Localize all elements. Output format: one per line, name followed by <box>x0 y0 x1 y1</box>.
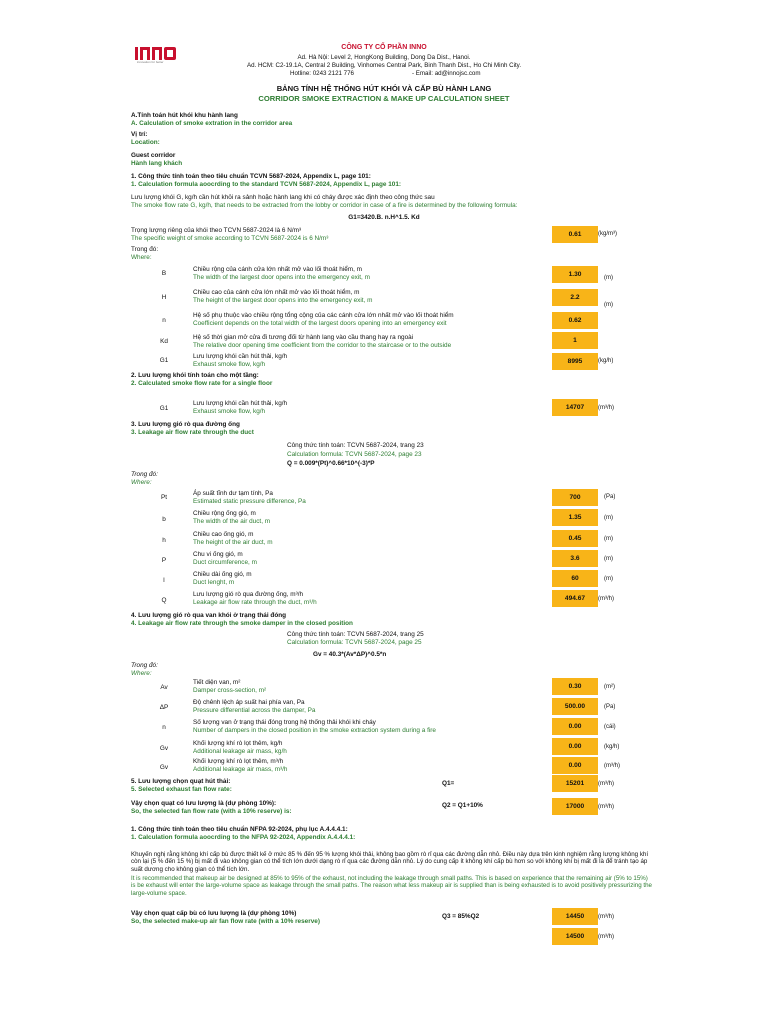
s1-row-value[interactable]: 1 <box>552 332 598 349</box>
s4-row-unit: (Pa) <box>604 704 616 710</box>
b1-heading-en: 1. Calculation formula aoocrding to the NFPA 92-2024, Appendix A.4.4.4.1: <box>131 834 356 841</box>
email: - Email: ad@innojsc.com <box>412 70 481 77</box>
s1-row-desc-en: Exhaust smoke flow, kg/h <box>193 361 266 368</box>
s5-select-en: So, the selected fan flow rate (with a 10% reserve) is: <box>131 808 292 815</box>
s4-row-symbol: ΔP <box>159 704 169 711</box>
s3-where-en: Where: <box>131 479 152 486</box>
s3-row-desc-en: Duct circumference, m <box>193 559 257 566</box>
s4-heading-vi: 4. Lưu lượng gió rò qua van khói ở trạng thái đóng <box>131 612 287 619</box>
hotline: Hotline: 0243 2121 776 <box>290 70 354 77</box>
b1-select-vi: Vậy chọn quạt cấp bù có lưu lượng là (dự phòng 10%) <box>131 910 297 917</box>
guest-corridor-vi: Hành lang khách <box>131 160 183 167</box>
s3-row-unit: (m) <box>604 576 613 582</box>
b1-select-en: So, the selected make-up air fan flow rate (with a 10% reserve) <box>131 918 320 925</box>
s1-row-unit: (m) <box>604 275 613 281</box>
s4-row-value[interactable]: 0.00 <box>552 738 598 755</box>
s4-row-desc-en: Pressure differential across the damper, Pa <box>193 707 316 714</box>
address-hanoi: Ad. Hà Nội: Level 2, HongKong Building, Dong Da Dist., Hanoi. <box>297 54 471 61</box>
s1-row-desc-vi: Hệ số phụ thuộc vào chiều rộng tổng cộng của các cánh cửa lớn nhất mở vào lối thoát hiểm <box>193 312 454 319</box>
s4-row-desc-vi: Số lượng van ở trạng thái đóng trong hệ thống thải khói khi cháy <box>193 719 376 726</box>
s1-row-symbol: n <box>162 317 166 324</box>
s4-row-symbol: Av <box>160 684 168 691</box>
s4-row-unit: (cái) <box>604 724 616 730</box>
s4-calc-vi: Công thức tính toán: TCVN 5687-2024, trang 25 <box>287 631 424 638</box>
s3-row-unit: (m³/h) <box>598 596 614 602</box>
s3-row-symbol: b <box>162 516 166 523</box>
s3-row-value[interactable]: 0.45 <box>552 530 598 547</box>
s4-row-value[interactable]: 500.00 <box>552 698 598 715</box>
s3-row-unit: (m) <box>604 515 613 521</box>
address-hcm: Ad. HCM: C2-19.1A, Central 2 Building, Vinhomes Central Park, Binh Thanh Dist., Ho Chi Minh City. <box>246 62 522 69</box>
s1-row-desc-vi: Lưu lượng khói cần hút thải, kg/h <box>193 353 288 360</box>
s2-desc-en: Exhaust smoke flow, kg/h <box>193 408 266 415</box>
s1-heading-vi: 1. Công thức tính toán theo tiêu chuẩn TCVN 5687-2024, Appendix L, page 101: <box>131 173 371 180</box>
s4-row-desc-vi: Độ chênh lệch áp suất hai phía van, Pa <box>193 699 305 706</box>
s5-heading-en: 5. Selected exhaust fan flow rate: <box>131 786 232 793</box>
s4-row-desc-en: Additional leakage air mass, kg/h <box>193 748 287 755</box>
s3-where-vi: Trong đó: <box>131 471 158 478</box>
s5-select-label: Q2 = Q1+10% <box>442 802 483 809</box>
s1-row-value[interactable]: 2.2 <box>552 289 598 306</box>
b1-paragraph-en: It is recommended that makeup air be designed at 85% to 95% of the exhaust, not including the leakage through small paths. This is based on experience that the remaining air (5% to 15%) is be exhaust will enter the large-volume space as leakage through the small paths. The reason what less makeup air is supplied than is being exhausted is to avoid positively pressurizing the large-volume space. <box>131 875 652 897</box>
section-a-vi: A.Tính toán hút khói khu hành lang <box>131 112 238 119</box>
s3-row-desc-en: The width of the air duct, m <box>193 518 271 525</box>
s1-weight-unit: (kg/m³) <box>598 231 617 237</box>
s1-desc-vi: Lưu lượng khói G, kg/h cần hút khỏi ra sảnh hoặc hành lang khi có cháy được xác định theo công thức sau <box>131 194 435 201</box>
s5-select-vi: Vậy chọn quạt có lưu lượng là (dự phòng 10%): <box>131 800 277 807</box>
s3-heading-vi: 3. Lưu lượng gió rò qua đường ống <box>131 421 240 428</box>
s1-row-unit: (m) <box>604 302 613 308</box>
s1-desc-en: The smoke flow rate G, kg/h, that needs to be extracted from the lobby or corridor in case of a fire is determined by the following formula: <box>131 202 518 209</box>
s4-row-value[interactable]: 0.30 <box>552 678 598 695</box>
s4-heading-en: 4. Leakage air flow rate through the smoke damper in the closed position <box>131 620 353 627</box>
s3-row-symbol: Q <box>161 597 167 604</box>
s3-row-desc-vi: Chu vi ống gió, m <box>193 551 243 558</box>
s4-formula: Gv = 40.3*(Av*ΔP)^0.5*n <box>313 651 387 658</box>
s1-row-value[interactable]: 0.62 <box>552 312 598 329</box>
s1-row-desc-en: The width of the largest door opens into the emergency exit, m <box>193 274 370 281</box>
s2-desc-vi: Lưu lượng khói cần hút thải, kg/h <box>193 400 288 407</box>
s3-row-value[interactable]: 1.35 <box>552 509 598 526</box>
s1-row-value[interactable]: 1.30 <box>552 266 598 283</box>
s4-where-vi: Trong đó: <box>131 662 158 669</box>
s2-value[interactable]: 14707 <box>552 399 598 416</box>
s3-row-unit: (m) <box>604 536 613 542</box>
s3-formula: Q = 0.009*(Pt)^0.66*10^(-3)*P <box>287 460 375 467</box>
s3-calc-vi: Công thức tính toán: TCVN 5687-2024, trang 23 <box>287 442 424 449</box>
s5-heading-vi: 5. Lưu lượng chọn quạt hút thải: <box>131 778 231 785</box>
s4-row-value[interactable]: 0.00 <box>552 757 598 774</box>
s4-row-desc-en: Number of dampers in the closed position in the smoke extraction system during a fire <box>193 727 436 734</box>
s4-row-desc-en: Additional leakage air mass, m³/h <box>193 766 288 773</box>
s4-calc-en: Calculation formula: TCVN 5687-2024, page 25 <box>287 639 422 646</box>
s4-row-desc-en: Damper cross-section, m² <box>193 687 267 694</box>
s3-heading-en: 3. Leakage air flow rate through the duct <box>131 429 254 436</box>
s4-row-unit: (m²) <box>604 684 615 690</box>
company-name: CÔNG TY CỔ PHẦN INNO <box>341 44 427 51</box>
s1-row-value[interactable]: 8995 <box>552 353 598 370</box>
s3-row-symbol: P <box>161 557 167 564</box>
s3-row-desc-vi: Chiều rộng ống gió, m <box>193 510 256 517</box>
s4-row-desc-vi: Tiết diện van, m² <box>193 679 241 686</box>
s4-row-desc-vi: Khối lượng khí rò lọt thêm, kg/h <box>193 740 283 747</box>
s3-row-symbol: l <box>163 577 165 584</box>
title-en: CORRIDOR SMOKE EXTRACTION & MAKE UP CALCULATION SHEET <box>258 94 510 103</box>
s3-row-desc-en: Leakage air flow rate through the duct, m³/h <box>193 599 317 606</box>
s5-select-unit: (m³/h) <box>598 804 614 810</box>
s4-row-unit: (m³/h) <box>604 763 620 769</box>
b1-select-unit: (m³/h) <box>598 914 614 920</box>
guest-corridor-en: Guest corridor <box>131 152 176 159</box>
s3-row-unit: (Pa) <box>604 494 616 500</box>
s3-row-symbol: Pt <box>160 494 168 501</box>
s2-heading-en: 2. Calculated smoke flow rate for a single floor <box>131 380 273 387</box>
s1-row-desc-en: Coefficient depends on the total width of the largest doors opening into an emergency exit <box>193 320 447 327</box>
s1-where-en: Where: <box>131 254 152 261</box>
s1-weight-vi: Trọng lượng riêng của khói theo TCVN 5687-2024 là 6 N/m³ <box>131 227 302 234</box>
s5-unit: (m³/h) <box>598 781 614 787</box>
s1-row-desc-en: The relative door opening time coefficient from the corridor to the staircase or to the outside <box>193 342 452 349</box>
s3-row-desc-vi: Chiều dài ống gió, m <box>193 571 252 578</box>
s3-row-desc-vi: Áp suất tĩnh dư tạm tính, Pa <box>193 490 273 497</box>
s5-select-value[interactable]: 17000 <box>552 798 598 815</box>
s3-row-unit: (m) <box>604 556 613 562</box>
b1-final-unit: (m³/h) <box>598 934 614 940</box>
section-a-en: A. Calculation of smoke extration in the corridor area <box>131 120 293 127</box>
b1-heading-vi: 1. Công thức tính toán theo tiêu chuẩn NFPA 92-2024, phụ lục A.4.4.4.1: <box>131 826 348 833</box>
s3-calc-en: Calculation formula: TCVN 5687-2024, page 23 <box>287 451 422 458</box>
s1-row-desc-en: The height of the largest door opens into the emergency exit, m <box>193 297 373 304</box>
s3-row-value[interactable]: 60 <box>552 570 598 587</box>
s1-row-desc-vi: Chiều rộng của cánh cửa lớn nhất mở vào lối thoát hiểm, m <box>193 266 362 273</box>
s5-value[interactable]: 15201 <box>552 775 598 792</box>
b1-paragraph-vi: Khuyến nghị rằng không khí cấp bù được thiết kế ở mức 85 % đến 95 % lượng khói thải, không bao gồm rò rỉ qua các đường dẫn nhỏ. Điều này dựa trên kinh nghiệm rằng lượng không khí còn lại (5 % đến 15 %) bị mất đi vào không gian có thể tích lớn dưới dạng rò rỉ qua các đường dẫn nhỏ. Lý do cung cấp ít không khí cấp bù hơn so với không khí bị mất đi là để tránh tạo áp suất dương cho không gian có thể tích lớn. <box>131 851 649 873</box>
s1-formula: G1=3420.B. n.H^1.5. Kd <box>348 214 420 221</box>
b1-select-label: Q3 = 85%Q2 <box>442 913 480 920</box>
s3-row-desc-en: Estimated static pressure difference, Pa <box>193 498 306 505</box>
s3-row-value[interactable]: 700 <box>552 489 598 506</box>
s4-row-symbol: n <box>162 724 166 731</box>
s1-row-symbol: G1 <box>159 357 169 364</box>
s4-row-symbol: Gv <box>159 745 169 752</box>
location-vi: Vị trí: <box>131 131 148 138</box>
s2-heading-vi: 2. Lưu lượng khói tính toán cho một tầng: <box>131 372 259 379</box>
s1-row-symbol: Kd <box>160 338 168 345</box>
s4-row-value[interactable]: 0.00 <box>552 718 598 735</box>
s3-row-value[interactable]: 494.67 <box>552 590 598 607</box>
s1-weight-value[interactable]: 0.61 <box>552 226 598 243</box>
title-vi: BẢNG TÍNH HỆ THỐNG HÚT KHÓI VÀ CẤP BÙ HÀNH LANG <box>276 84 492 93</box>
s1-row-desc-vi: Chiều cao của cánh cửa lớn nhất mở vào lối thoát hiểm, m <box>193 289 360 296</box>
s3-row-symbol: h <box>162 537 166 544</box>
s1-heading-en: 1. Calculation formula aoocrding to the standard TCVN 5687-2024, Appendix L, page 101: <box>131 181 402 188</box>
s1-row-desc-vi: Hệ số thời gian mở cửa đi tương đối từ hành lang vào cầu thang hay ra ngoài <box>193 334 414 341</box>
logo-tagline: innovation for better <box>137 60 164 64</box>
s4-row-symbol: Gv <box>159 764 169 771</box>
s2-unit: (m³/h) <box>598 405 614 411</box>
s4-row-desc-vi: Khối lượng khí rò lọt thêm, m³/h <box>193 758 284 765</box>
s1-row-unit: (kg/h) <box>598 358 614 364</box>
s1-row-symbol: B <box>161 270 167 277</box>
b1-final-value[interactable]: 14500 <box>552 928 598 945</box>
b1-select-value[interactable]: 14450 <box>552 908 598 925</box>
s1-row-symbol: H <box>161 294 167 301</box>
location-en: Location: <box>131 139 160 146</box>
s1-weight-en: The specific weight of smoke according to TCVN 5687-2024 is 6 N/m³ <box>131 235 329 242</box>
s3-row-desc-vi: Chiều cao ống gió, m <box>193 531 254 538</box>
s4-row-unit: (kg/h) <box>604 744 620 750</box>
s4-where-en: Where: <box>131 670 152 677</box>
s3-row-value[interactable]: 3.6 <box>552 550 598 567</box>
s1-where-vi: Trong đó: <box>131 246 159 253</box>
s3-row-desc-en: The height of the air duct, m <box>193 539 273 546</box>
s3-row-desc-vi: Lưu lượng gió rò qua đường ống, m³/h <box>193 591 304 598</box>
s5-label: Q1= <box>442 780 455 787</box>
s3-row-desc-en: Duct lenght, m <box>193 579 235 586</box>
s2-symbol: G1 <box>159 405 169 412</box>
